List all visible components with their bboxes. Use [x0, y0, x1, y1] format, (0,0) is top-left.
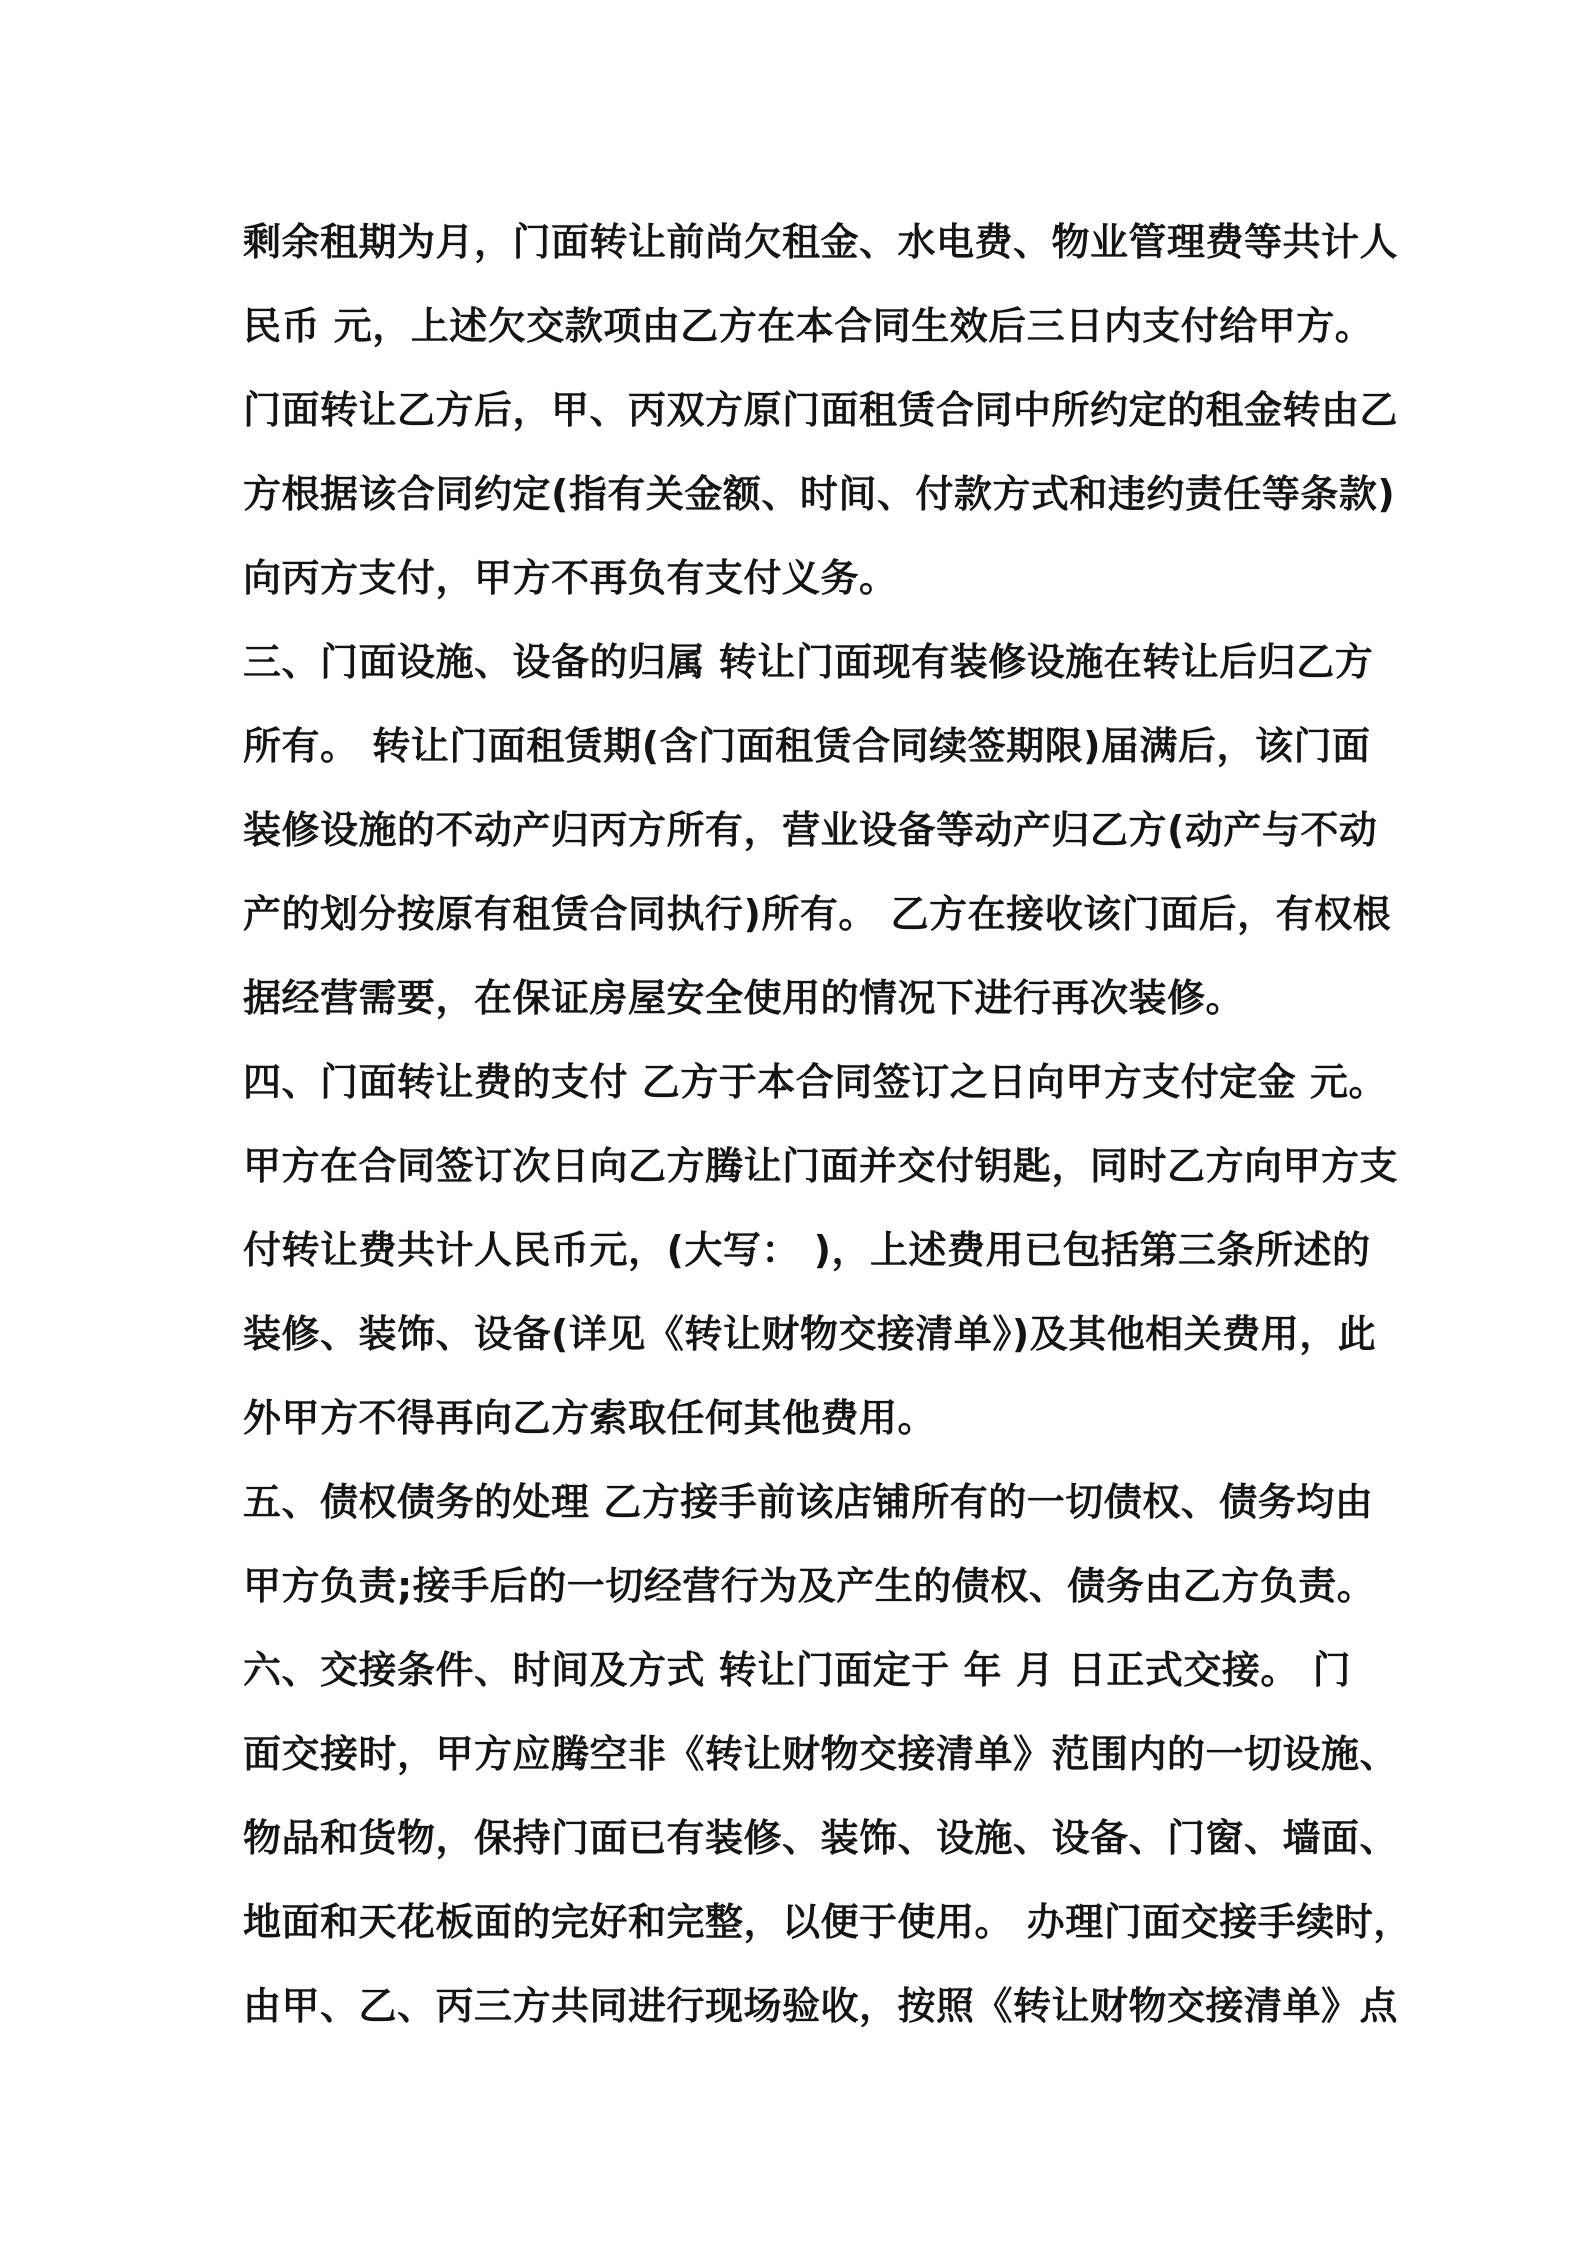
section-six-heading-line: 六、交接条件、时间及方式 转让门面定于 年 月 日正式交接。 门	[243, 1648, 1352, 1692]
text-line: 向丙方支付，甲方不再负有支付义务。	[243, 556, 898, 600]
text-line: 面交接时，甲方应腾空非《转让财物交接清单》范围内的一切设施、	[243, 1732, 1399, 1776]
text-line: 甲方在合同签订次日向乙方腾让门面并交付钥匙，同时乙方向甲方支	[243, 1144, 1399, 1188]
section-five-heading-line: 五、债权债务的处理 乙方接手前该店铺所有的一切债权、债务均由	[243, 1480, 1374, 1524]
text-line: 付转让费共计人民币元，(大写： )，上述费用已包括第三条所述的	[243, 1228, 1371, 1272]
text-line: 据经营需要，在保证房屋安全使用的情况下进行再次装修。	[243, 976, 1245, 1020]
text-line: 装修、装饰、设备(详见《转让财物交接清单》)及其他相关费用，此	[243, 1312, 1377, 1356]
text-line: 由甲、乙、丙三方共同进行现场验收，按照《转让财物交接清单》点	[243, 1984, 1399, 2028]
body-text	[243, 200, 1412, 2048]
text-line: 方根据该合同约定(指有关金额、时间、付款方式和违约责任等条款)	[243, 472, 1396, 516]
text-line: 剩余租期为月，门面转让前尚欠租金、水电费、物业管理费等共计人	[243, 220, 1399, 264]
text-line: 地面和天花板面的完好和完整，以便于使用。 办理门面交接手续时，	[243, 1900, 1412, 1944]
text-line: 所有。 转让门面租赁期(含门面租赁合同续签期限)届满后，该门面	[243, 724, 1371, 768]
text-line: 外甲方不得再向乙方索取任何其他费用。	[243, 1396, 937, 1440]
text-line: 产的划分按原有租赁合同执行)所有。 乙方在接收该门面后，有权根	[243, 892, 1392, 936]
text-line: 物品和货物，保持门面已有装修、装饰、设施、设备、门窗、墙面、	[243, 1816, 1399, 1860]
section-four-heading-line: 四、门面转让费的支付 乙方于本合同签订之日向甲方支付定金 元。	[243, 1060, 1387, 1104]
section-three-heading-line: 三、门面设施、设备的归属 转让门面现有装修设施在转让后归乙方	[243, 640, 1374, 684]
text-line: 装修设施的不动产归丙方所有，营业设备等动产归乙方(动产与不动	[243, 808, 1378, 852]
text-line: 门面转让乙方后，甲、丙双方原门面租赁合同中所约定的租金转由乙	[243, 388, 1399, 432]
text-line: 甲方负责;接手后的一切经营行为及产生的债权、债务由乙方负责。	[243, 1564, 1376, 1608]
text-line: 民币 元，上述欠交款项由乙方在本合同生效后三日内支付给甲方。	[243, 304, 1374, 348]
